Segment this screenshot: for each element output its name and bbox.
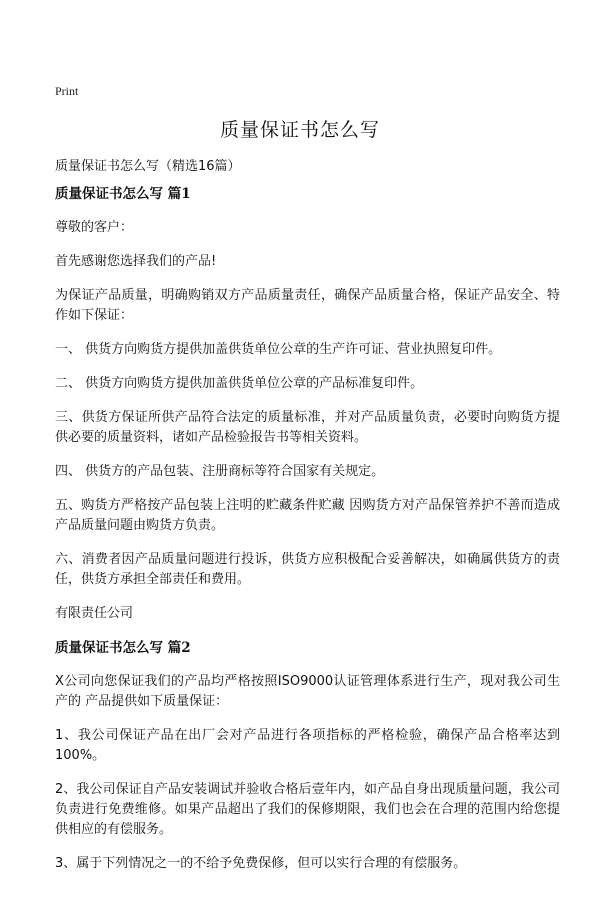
list-item: 一、 供货方向购货方提供加盖供货单位公章的生产许可证、营业执照复印件。 bbox=[55, 342, 502, 357]
list-item: 2、我公司保证自产品安装调试并验收合格后壹年内，如产品自身出现质量问题，我公司负责进行免费维修。如果产品超出了我们的保修期限，我们也会在合理的范围内给您提供相应的有偿服务。 bbox=[55, 782, 560, 837]
paragraph: 首先感谢您选择我们的产品! bbox=[55, 254, 217, 269]
section-1 bbox=[55, 184, 560, 624]
list-item: 六、消费者因产品质量问题进行投诉，供货方应积极配合妥善解决，如确属供货方的责任，供货方承担全部责任和费用。 bbox=[55, 552, 560, 587]
paragraph: 为保证产品质量，明确购销双方产品质量责任，确保产品质量合格，保证产品安全、特作如下保证： bbox=[55, 288, 560, 323]
list-item: 3、属于下列情况之一的不给予免费保修，但可以实行合理的有偿服务。 bbox=[55, 856, 467, 871]
list-item: 三、供货方保证所供产品符合法定的质量标准，并对产品质量负责，必要时向购货方提供必要的质量资料，诸如产品检验报告书等相关资料。 bbox=[55, 410, 560, 445]
document-subtitle: 质量保证书怎么写（精选16篇） bbox=[55, 159, 241, 174]
document-body bbox=[55, 184, 560, 888]
paragraph: X公司向您保证我们的产品均严格按照ISO9000认证管理体系进行生产，现对我公司生产的 产品提供如下质量保证： bbox=[55, 674, 560, 709]
list-item: 五、购货方严格按产品包装上注明的贮藏条件贮藏 因购货方对产品保管养护不善而造成产品质量问题由购货方负责。 bbox=[55, 498, 560, 533]
document-title: 质量保证书怎么写 bbox=[219, 119, 380, 141]
section-2 bbox=[55, 638, 560, 874]
salutation: 尊敬的客户： bbox=[55, 220, 134, 235]
list-item: 四、 供货方的产品包装、注册商标等符合国家有关规定。 bbox=[55, 464, 385, 479]
list-item: 二、 供货方向购货方提供加盖供货单位公章的产品标准复印件。 bbox=[55, 376, 424, 391]
section-heading: 质量保证书怎么写 篇1 bbox=[55, 186, 191, 202]
print-label: Print bbox=[55, 84, 79, 98]
section-heading: 质量保证书怎么写 篇2 bbox=[55, 640, 191, 656]
signature-company: 有限责任公司 bbox=[55, 606, 134, 621]
list-item: 1、我公司保证产品在出厂会对产品进行各项指标的严格检验，确保产品合格率达到100%。 bbox=[55, 728, 560, 763]
